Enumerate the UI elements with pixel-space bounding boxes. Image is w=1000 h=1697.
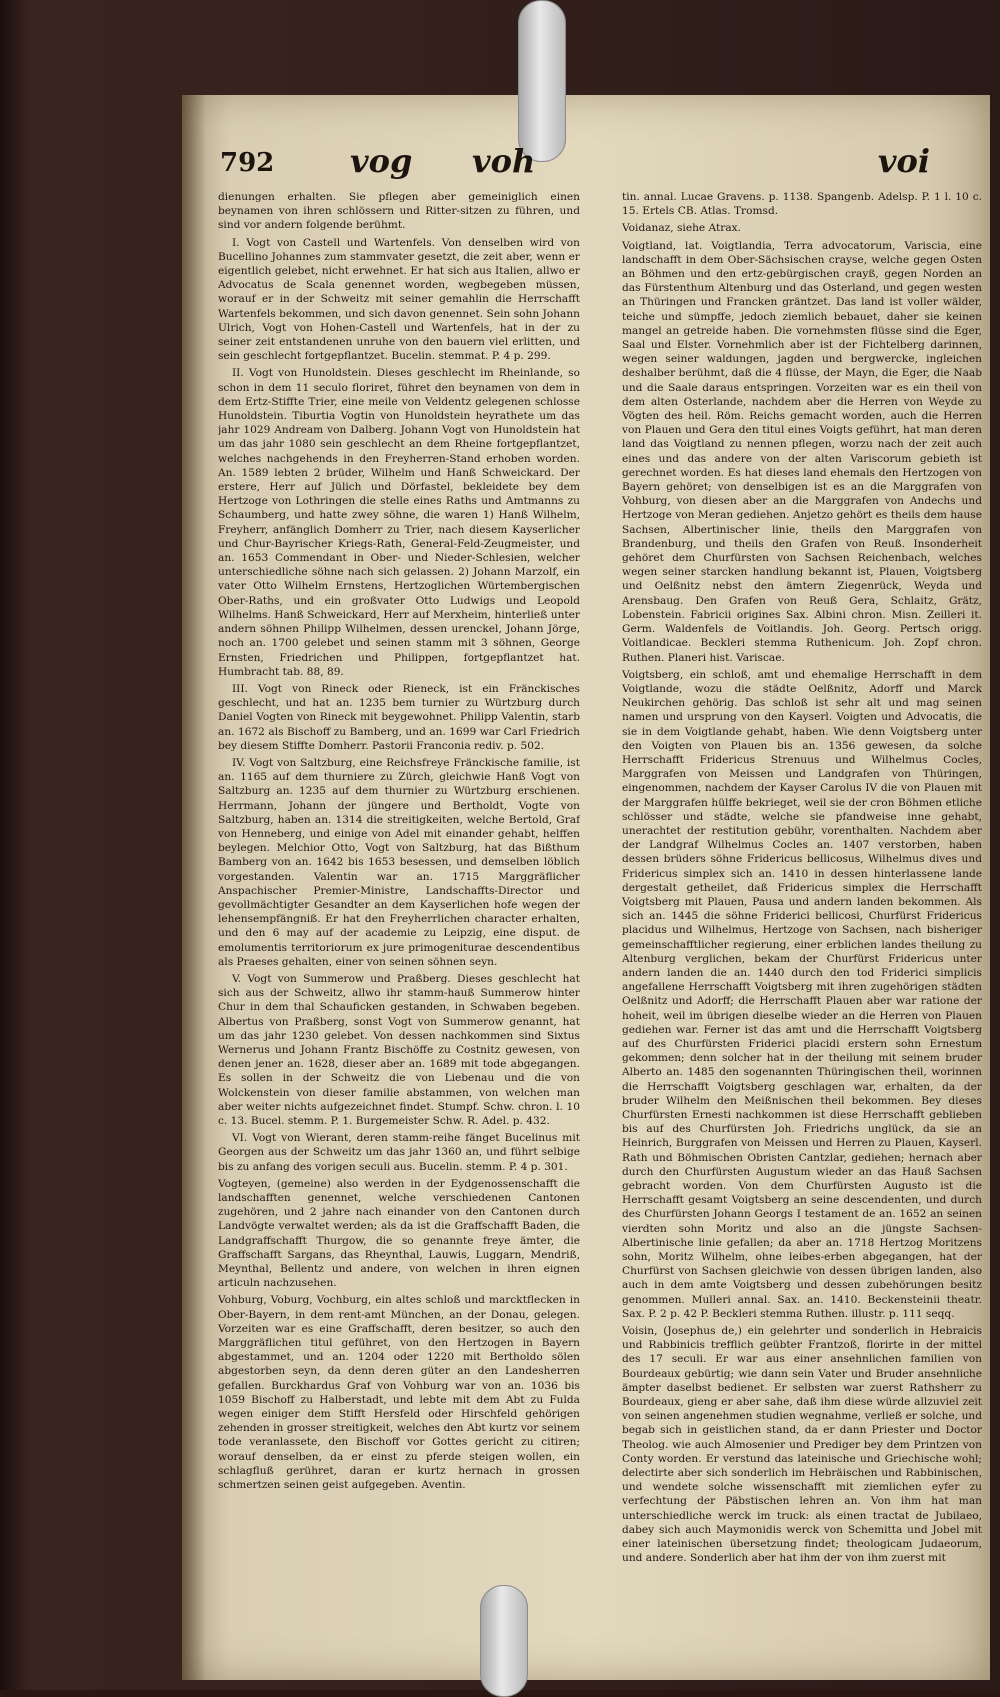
page-number: 792 <box>220 148 275 178</box>
entry-voisin: Voisin, (Josephus de,) ein gelehrter und sonderlich in Hebraicis und Rabbinicis trefflich geübter Frantzoß, florirte in der mittel des 17 seculi. Er war aus einer ansehnlichen familien von Bourdeaux gebürtig; wie dann sein Vater und Bruder ansehnliche ämpter daselbst bedienet. Er selbsten war zuerst Rathsherr zu Bourdeaux, gieng er aber sahe, daß ihm diese würde allzuviel zeit von seinen angenehmen studien wegnahme, verließ er solche, und begab sich in geistlichen stand, da er dann Priester und Doctor Theolog. wie auch Almosenier und Prediger bey dem Printzen von Conty worden. Er verstund das lateinische und Griechische wohl; delectirte aber sich sonderlich im Hebräischen und Rabbinischen, und wendete solche wissenschafft mit ziemlichen eyfer zu verfechtung der Päbstischen lehren an. Von ihm hat man unterschiedliche werck im truck: als einen tractat de Jubilaeo, dabey sich auch Maymonidis werck von Schemitta und Jobel mit einer lateinischen übersetzung findet; theologicam Judaeorum, und andere. Sonderlich aber hat ihm der von ihm zuerst mit <box>622 1325 982 1565</box>
catchword-right: voi <box>877 142 930 180</box>
page-clip-bottom <box>480 1585 528 1697</box>
right-column <box>622 190 982 1570</box>
binding-shadow <box>182 95 206 1680</box>
entry-voigtland: Voigtland, lat. Voigtlandia, Terra advocatorum, Variscia, eine landschafft in dem Ober-Sächsischen crayse, welche gegen Osten an Böhmen und den ertz-gebürgischen crayß, gegen Norden an das Fürstenthum Altenburg und das Osterland, und gegen westen an Thüringen und Francken gräntzet. Das land ist voller wälder, teiche und sümpffe, jedoch ziemlich bebauet, daher sie keinen mangel an getreide haben. Die vornehmsten flüsse sind die Eger, Saal und Elster. Vornehmlich aber ist der Fichtelberg darinnen, wegen seiner waldungen, jagden und bergwercke, ingleichen deshalber berühmt, daß die 4 flüsse, der Mayn, die Eger, die Naab und die Saale daraus entspringen. Vorzeiten war es ein theil von dem alten Osterlande, nachdem aber die Herren von Weyde zu Vögten des heil. Röm. Reichs gemacht worden, auch die Herren von Plauen und Gera den titul eines Voigts geführt, hat man deren land das Voigtland zu nennen pflegen, worzu nach der zeit auch eines und das andere von der alten Variscorum gebieth ist gerechnet worden. Es hat dieses land ehemals den Hertzogen von Bayern gehöret; von denselbigen ist es an die Marggrafen von Vohburg, von diesen aber an die Marggrafen von Andechs und Hertzoge von Meran gediehen. Anjetzo gehört es theils dem hause Sachsen, Albertinischer linie, theils den Marggrafen von Brandenburg, und theils den Grafen von Reuß. Insonderheit gehöret dem Churfürsten von Sachsen Reichenbach, welches wegen seiner starcken handlung bekannt ist, Plauen, Voigtsberg und Oelßnitz nebst den ämtern Ziegenrück, Weyda und Arensbaug. Den Grafen von Reuß Gera, Schlaitz, Grätz, Lobenstein. Fabricii origines Sax. Albini chron. Misn. Zeilleri it. Germ. Waldenfels de Voitlandis. Joh. Georg. Pertsch origg. Voitlandicae. Beckleri stemma Ruthenicum. Joh. Zopf chron. Ruthen. Planeri hist. Variscae. <box>622 239 982 664</box>
page-clip-top <box>518 0 566 162</box>
entry-saltzburg: IV. Vogt von Saltzburg, eine Reichsfreye Fränckische familie, ist an. 1165 auf dem thurniere zu Zürch, gleichwie Hanß Vogt von Saltzburg an. 1235 auf dem thurnier zu Würtzburg erschienen. Herrmann, Johann der jüngere und Bertholdt, Vogte von Saltzburg, haben an. 1314 die streitigkeiten, welche Bertold, Graf von Henneberg, und einige von Adel mit einander gehabt, helffen beylegen. Melchior Otto, Vogt von Saltzburg, hat das Bißthum Bamberg von an. 1642 bis 1653 besessen, und demselben löblich vorgestanden. Valentin war an. 1715 Marggräflicher Anspachischer Premier-Ministre, Landschaffts-Director und gevollmächtigter Gesandter an dem Kayserlichen hofe wegen der lehensempfängniß. Er hat den Freyherrlichen character erhalten, und den 6 may auf der academie zu Leipzig, eine disput. de emolumentis territoriorum ex jure primogeniturae descendentibus als Praeses gehalten, einer von seinen söhnen seyn. <box>218 756 580 968</box>
left-column <box>218 190 580 1570</box>
catchword-left: vog <box>350 142 413 180</box>
entry-castell-wartenfels: I. Vogt von Castell und Wartenfels. Von denselben wird von Bucellino Johannes zum stammvater gesetzt, die zeit aber, wenn er eigentlich gelebet, nicht erwehnet. Er hat sich aus Italien, allwo er Advocatus de Scala genennet worden, wegbegeben müssen, worauf er in der Schweitz mit seiner gemahlin die Herrschafft Wartenfels bekommen, und sich davon genennet. Sein sohn Johann Ulrich, Vogt von Hohen-Castell und Wartenfels, hat in der zu seiner zeit entstandenen unruhe von den bauern viel erlitten, und sein geschlecht fortgepflantzet. Bucelin. stemmat. P. 4 p. 299. <box>218 236 580 363</box>
entry-voigtsberg: Voigtsberg, ein schloß, amt und ehemalige Herrschafft in dem Voigtlande, wozu die städte Oelßnitz, Adorff und Marck Neukirchen gehörig. Das schloß ist sehr alt und mag seinen namen und ursprung von den Kayserl. Voigten und Advocatis, die sie in dem Voigtlande gehabt, haben. Wie denn Voigtsberg unter den Voigten von Plauen bis an. 1356 gewesen, da solche Herrschafft Fridericus Strenuus und Wilhelmus Cocles, Marggrafen von Meissen und Landgrafen von Thüringen, eingenommen, nachdem der Kayser Carolus IV die von Plauen mit der Marggrafen hülffe bekrieget, weil sie der cron Böhmen etliche schlösser und städte, welche sie pfandweise inne gehabt, unerachtet der restitution gebühr, vorenthalten. Nachdem aber der Landgraf Wilhelmus Cocles an. 1407 verstorben, haben dessen brüders söhne Fridericus bellicosus, Wilhelmus dives und Fridericus simplex sich an. 1410 in dessen hinterlassene lande dergestalt getheilet, daß Fridericus simplex die Herrschafft Voigtsberg mit Plauen, Pausa und andern landen bekommen. Als sich an. 1445 die söhne Friderici bellicosi, Churfürst Fridericus placidus und Wilhelmus, Hertzoge von Sachsen, nach bisheriger gemeinschafftlicher regierung, einer erblichen landes theilung zu Altenburg verglichen, bekam der Churfürst Fridericus unter andern landen die an. 1440 durch den tod Friderici simplicis angefallene Herrschafft Voigtsberg mit ihren zugehörigen städten Oelßnitz und Adorff; die Herrschafft Plauen aber war ratione der hoheit, weil im übrigen dieselbe wieder an die Herren von Plauen gediehen war. Ferner ist das amt und die Herrschafft Voigtsberg auf des Churfürsten Friderici placidi erstern sohn Ernestum gekommen; denn solcher hat in der theilung mit seinem bruder Alberto an. 1485 den sogenannten Thüringischen theil, worinnen die Herrschafft Voigtsberg geschlagen war, erhalten, da der bruder Wilhelm den Meißnischen theil bekommen. Bey dieses Churfürsten Ernesti nachkommen ist diese Herrschafft geblieben bis auf des Churfürsten Joh. Friedrichs unglück, da sie an Heinrich, Burggrafen von Meissen und Herren zu Plauen, Kayserl. Rath und Böhmischen Obristen Cantzlar, gediehen; hernach aber durch den Churfürsten Augustum wieder an das Hauß Sachsen gebracht worden. Von dem Churfürsten Augusto ist die Herrschafft gesamt Voigtsberg an seine descendenten, und durch des Churfürsten Johann Georgs I testament de an. 1652 an seinen vierdten sohn Moritz und also an die jüngste Sachsen-Albertinische linie gefallen; da aber an. 1718 Hertzog Moritzens sohn, Moritz Wilhelm, ohne leibes-erben abgegangen, hat der Churfürst von Sachsen gleichwie von dessen übrigen landen, also auch in dem amte Voigtsberg und dessen zubehörungen besitz genommen. Mulleri annal. Sax. an. 1410. Beckensteinii theatr. Sax. P. 2 p. 42 P. Beckleri stemma Ruthen. illustr. p. 111 seqq. <box>622 668 982 1320</box>
catchword-middle: voh <box>472 142 536 180</box>
entry-rineck: III. Vogt von Rineck oder Rieneck, ist ein Fränckisches geschlecht, und hat an. 1235 bem turnier zu Würtzburg durch Daniel Vogten von Rineck mit beygewohnet. Philipp Valentin, starb an. 1672 als Bischoff zu Bamberg, und an. 1699 war Carl Friedrich bey diesem Stiffte Domherr. Pastorii Franconia rediv. p. 502. <box>218 682 580 752</box>
page-header <box>220 142 970 184</box>
entry-summerow-prassberg: V. Vogt von Summerow und Praßberg. Dieses geschlecht hat sich aus der Schweitz, allwo ihr stamm-hauß Summerow hinter Chur in dem thal Schauficken gestanden, in Schwaben begeben. Albertus von Praßberg, sonst Vogt von Summerow genannt, hat um das jahr 1230 gelebet. Von dessen nachkommen sind Sixtus Wernerus und Johann Frantz Bischöffe zu Costnitz gewesen, von denen jener an. 1628, dieser aber an. 1689 mit tode abgegangen. Es sollen in der Schweitz die von Liebenau und die von Wolckenstein von dieser familie abstammen, von welchen man aber weiter nichts aufgezeichnet findet. Stumpf. Schw. chron. l. 10 c. 13. Bucel. stemm. P. 1. Burgemeister Schw. R. Adel. p. 432. <box>218 972 580 1127</box>
entry-vogteyen: Vogteyen, (gemeine) also werden in der Eydgenossenschafft die landschafften genennet, welche verschiedenen Cantonen zugehören, und 2 jahre nach einander von den Cantonen durch Landvögte verwaltet werden; als da ist die Graffschafft Baden, die Landgraffschafft Thurgow, die so genannte freye ämter, die Graffschafft Sargans, das Rheynthal, Lauwis, Luggarn, Mendriß, Meynthal, Bellentz und andere, von welchen in ihren eignen articuln nachzusehen. <box>218 1177 580 1290</box>
paragraph: tin. annal. Lucae Gravens. p. 1138. Spangenb. Adelsp. P. 1 l. 10 c. 15. Ertels CB. Atlas. Tromsd. <box>622 191 982 218</box>
entry-voidanaz: Voidanaz, siehe Atrax. <box>622 222 741 235</box>
entry-hunoldstein: II. Vogt von Hunoldstein. Dieses geschlecht im Rheinlande, so schon in dem 11 seculo floriret, führet den beynamen von dem in dem Ertz-Stiffte Trier, eine meile von Veldentz gelegenen schlosse Hunoldstein. Tiburtia Vogtin von Hunoldstein heyrathete um das jahr 1029 Andream von Dalberg. Johann Vogt von Hunoldstein hat um das jahr 1080 sein geschlecht an dem Rheine fortgepflantzet, welches nachgehends in den Freyherren-Stand erhoben worden. An. 1589 lebten 2 brüder, Wilhelm und Hanß Schweickard. Der erstere, Herr auf Jülich und Dörfastel, bekleidete bey dem Hertzoge von Lothringen die stelle eines Raths und Amtmanns zu Schaumberg, und hatte zwey söhne, die waren 1) Hanß Wilhelm, Freyherr, anfänglich Domherr zu Trier, nach diesem Kayserlicher und Chur-Bayrischer Kriegs-Rath, General-Feld-Zeugmeister, und an. 1653 Commendant in Ober- und Nieder-Schlesien, welcher unterschiedliche söhne nach sich gelassen. 2) Johann Marzolf, ein vater Otto Wilhelm Ernstens, Hertzoglichen Würtembergischen Ober-Raths, und ein großvater Otto Ludwigs und Leopold Wilhelms. Hanß Schweickard, Herr auf Merxheim, hinterließ unter andern söhnen Philipp Wilhelmen, dessen urenckel, Johann Jörge, noch an. 1700 gelebet und seinen stamm mit 3 söhnen, George Ernsten, Friedrichen und Philippen, fortgepflantzet hat. Humbracht tab. 88, 89. <box>218 367 580 678</box>
entry-wierant: VI. Vogt von Wierant, deren stamm-reihe fänget Bucelinus mit Georgen aus der Schweitz um das jahr 1360 an, und führt selbige bis zu anfang des vorigen seculi aus. Bucelin. stemm. P. 4 p. 301. <box>218 1132 580 1173</box>
paragraph: dienungen erhalten. Sie pflegen aber gemeiniglich einen beynamen von ihren schlössern und Ritter-sitzen zu führen, und sind vor andern folgende berühmt. <box>218 191 580 232</box>
entry-vohburg: Vohburg, Voburg, Vochburg, ein altes schloß und marcktflecken in Ober-Bayern, in dem rent-amt München, an der Donau, gelegen. Vorzeiten war es eine Graffschafft, deren besitzer, so auch den Marggräflichen titul geführet, von den Hertzogen in Bayern abgestammet, und an. 1204 oder 1220 mit Bertholdo sölen abgestorben seyn, da denn deren güter an den Landesherren gefallen. Burckhardus Graf von Vohburg war von an. 1036 bis 1059 Bischoff zu Halberstadt, und lebte mit dem Abt zu Fulda wegen einiger dem Stifft Hersfeld oder Hirschfeld gehörigen zehenden in grosser streitigkeit, welches den Abt kurtz vor seinem tode veranlassete, den Bischoff vor Gottes gericht zu citiren; worauf denselben, da er einst zu pferde steigen wollen, ein schlagfluß gerühret, daran er kurtz hernach in grossen schmertzen seinen geist aufgegeben. Aventin. <box>218 1294 580 1492</box>
